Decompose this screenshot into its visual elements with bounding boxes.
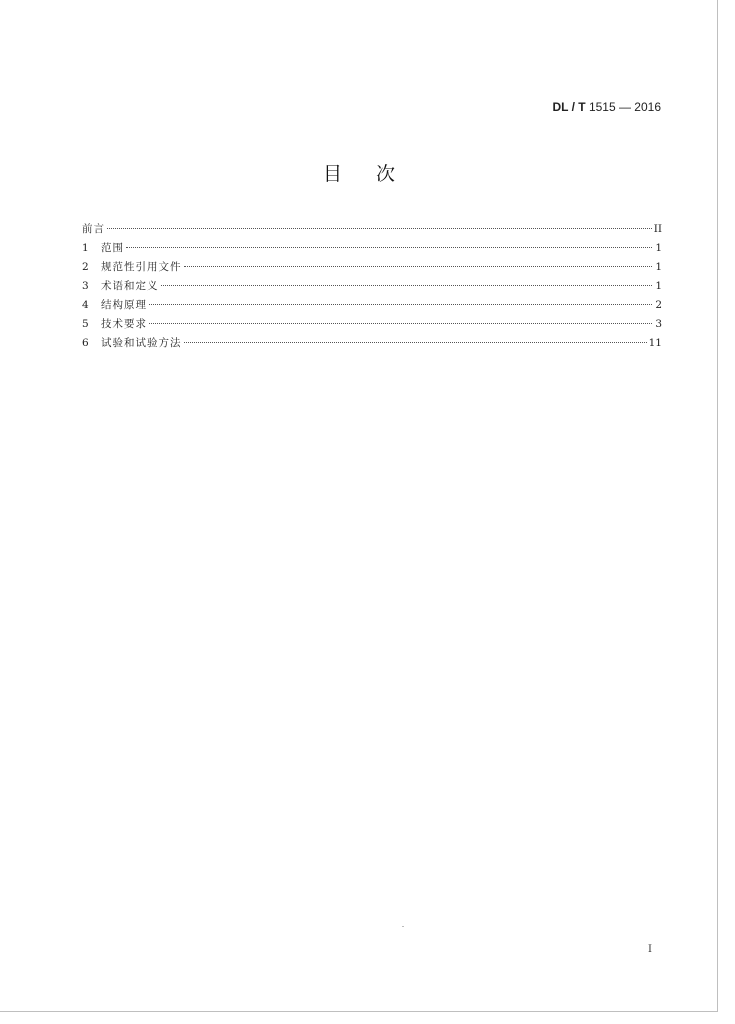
toc-entry-structure-principle[interactable]	[82, 296, 662, 315]
toc-entry-technical-requirements[interactable]	[82, 315, 662, 334]
toc-entry-number: 4	[82, 299, 89, 311]
toc-entry-foreword[interactable]	[82, 220, 662, 239]
toc-entry-page: 1	[655, 261, 662, 273]
toc-entry-label: 范围	[101, 242, 124, 254]
toc-entry-test-methods[interactable]	[82, 334, 662, 353]
footer-page-number: I	[648, 944, 652, 955]
standard-number: 1515 — 2016	[588, 100, 661, 114]
toc-entry-label: 术语和定义	[101, 280, 159, 292]
toc-entry-scope[interactable]	[82, 239, 662, 258]
toc-entry-number: 6	[82, 337, 89, 349]
toc-entry-number: 1	[82, 242, 89, 254]
toc-entry-label: 结构原理	[101, 299, 147, 311]
toc-dot-leader	[184, 266, 653, 267]
toc-dot-leader	[107, 228, 652, 229]
toc-entry-label: 规范性引用文件	[101, 261, 182, 273]
toc-entry-label: 前言	[82, 223, 105, 235]
toc-entry-number: 3	[82, 280, 89, 292]
toc-entry-number: 5	[82, 318, 89, 330]
toc-dot-leader	[184, 342, 647, 343]
toc-entry-page: 3	[655, 318, 662, 330]
toc-dot-leader	[126, 247, 652, 248]
toc-entry-normative-references[interactable]	[82, 258, 662, 277]
toc-dot-leader	[161, 285, 653, 286]
toc-entry-label: 技术要求	[101, 318, 147, 330]
toc-dot-leader	[149, 304, 652, 305]
standard-code	[552, 100, 661, 114]
table-of-contents	[82, 220, 662, 353]
toc-entry-page: II	[653, 223, 662, 235]
toc-entry-page: 1	[655, 242, 662, 254]
toc-entry-label: 试验和试验方法	[101, 337, 182, 349]
toc-entry-page: 1	[655, 280, 662, 292]
scan-speck	[402, 926, 404, 927]
toc-entry-terms-definitions[interactable]	[82, 277, 662, 296]
toc-title: 目次	[322, 163, 429, 185]
toc-entry-page: 11	[648, 337, 662, 349]
toc-dot-leader	[149, 323, 652, 324]
standard-prefix: DL / T	[552, 100, 586, 114]
toc-entry-number: 2	[82, 261, 89, 273]
toc-entry-page: 2	[655, 299, 662, 311]
